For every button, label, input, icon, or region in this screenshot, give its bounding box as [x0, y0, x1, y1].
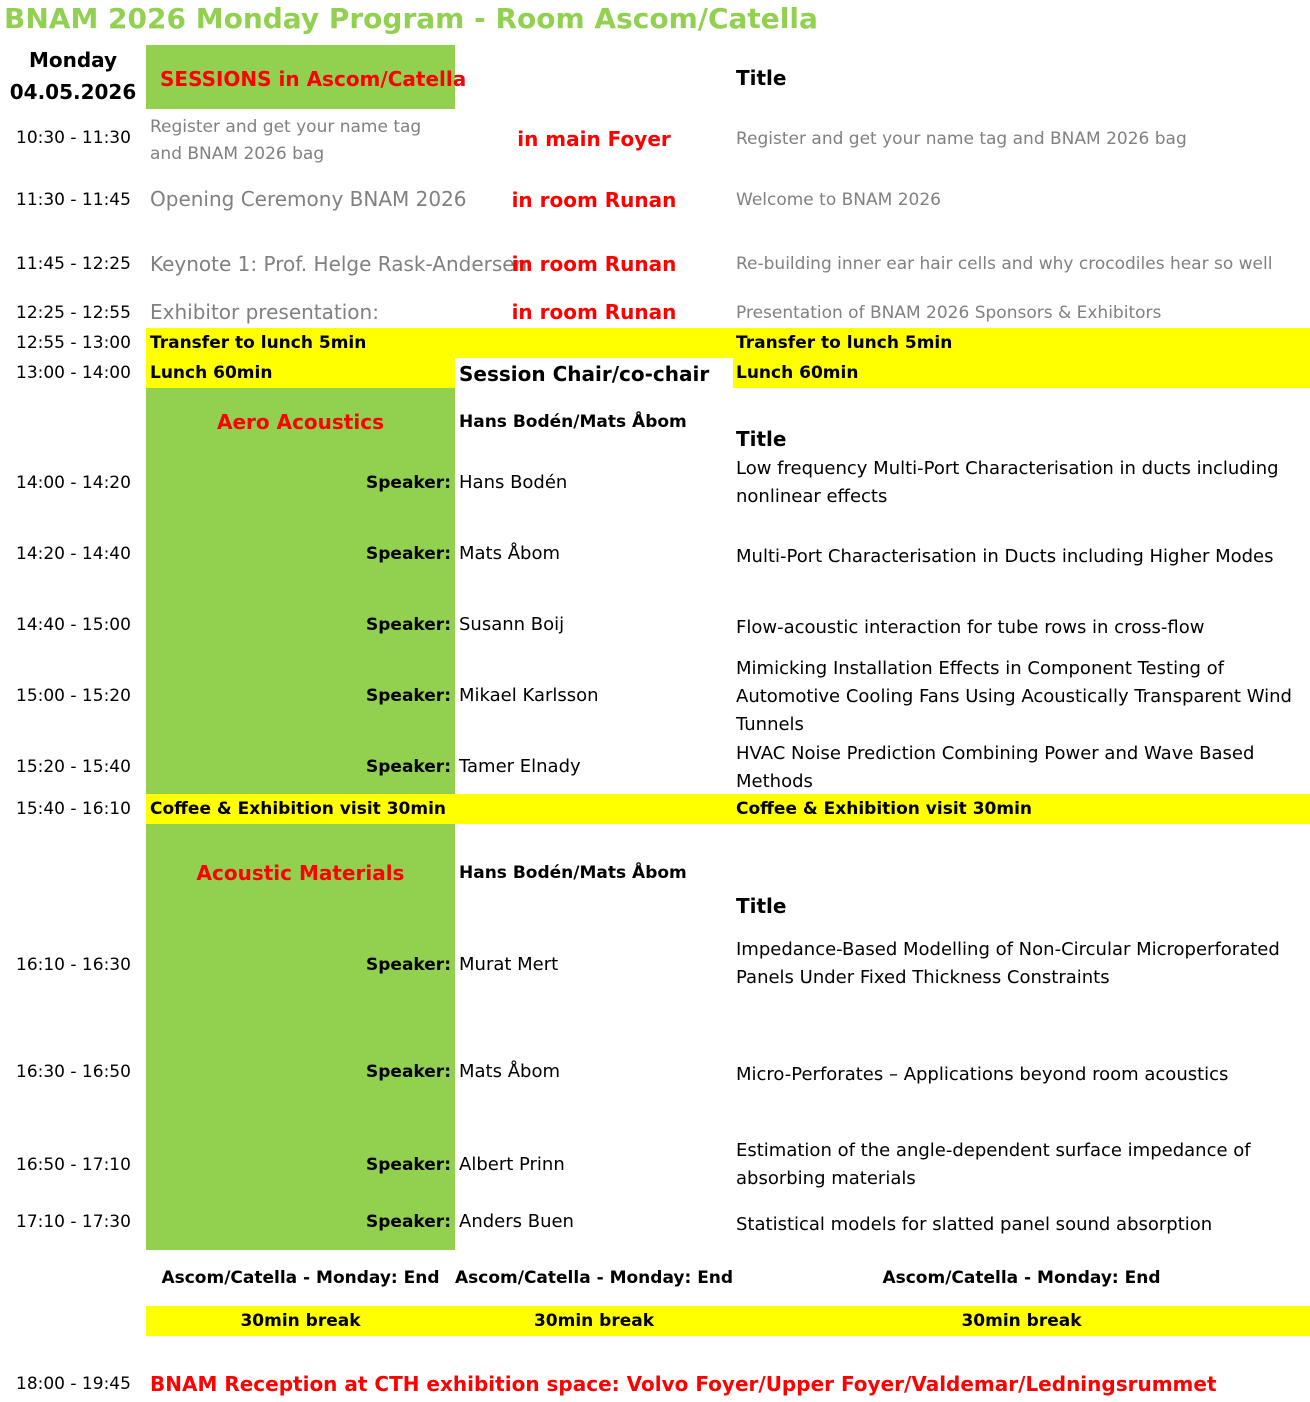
session1-column	[146, 388, 455, 794]
speaker-name: Anders Buen	[459, 1211, 574, 1232]
speaker-name: Tamer Elnady	[459, 756, 581, 777]
speaker-name: Mats Åbom	[459, 1061, 561, 1082]
reception-label: BNAM Reception at CTH exhibition space: Volvo Foyer/Upper Foyer/Valdemar/Ledningsrummet	[150, 1372, 1217, 1396]
speaker-label: Speaker:	[366, 1155, 451, 1175]
end-label-col3: Ascom/Catella - Monday: End	[882, 1268, 1161, 1288]
lunch-label-left: Lunch 60min	[150, 363, 273, 383]
lunch-label-right: Lunch 60min	[736, 363, 859, 383]
speaker-label: Speaker:	[366, 686, 451, 706]
title-registration: Register and get your name tag and BNAM 2026 bag	[736, 129, 1187, 149]
time-s1-talk4: 15:00 - 15:20	[16, 686, 131, 706]
talk-title: Multi-Port Characterisation in Ducts including Higher Modes	[736, 546, 1274, 567]
session2-column	[146, 824, 455, 1250]
event-exhibitor: Exhibitor presentation:	[150, 300, 379, 324]
time-opening-2: 11:30 - 11:45	[16, 190, 131, 210]
talk-title: Impedance-Based Modelling of Non-Circular Microperforated Panels Under Fixed Thickness Constraints	[736, 939, 1280, 988]
time-lunch: 13:00 - 14:00	[16, 363, 131, 383]
session1-chair: Hans Bodén/Mats Åbom	[459, 412, 687, 432]
event-keynote: Keynote 1: Prof. Helge Rask-Andersen	[150, 252, 528, 276]
end-label-col2: Ascom/Catella - Monday: End	[455, 1268, 734, 1288]
time-s2-talk1: 16:10 - 16:30	[16, 955, 131, 975]
transfer-label-right: Transfer to lunch 5min	[736, 333, 953, 353]
session2-chair: Hans Bodén/Mats Åbom	[459, 863, 687, 883]
location-runan-1: in room Runan	[511, 188, 677, 212]
title-column-header: Title	[736, 66, 787, 90]
day-name: Monday	[28, 48, 118, 72]
time-s2-talk3: 16:50 - 17:10	[16, 1155, 131, 1175]
talk-title: Micro-Perforates – Applications beyond room acoustics	[736, 1064, 1229, 1085]
session2-title-header: Title	[736, 894, 787, 918]
break-label-col3: 30min break	[961, 1311, 1082, 1331]
sessions-label: SESSIONS in Ascom/Catella	[160, 67, 467, 91]
title-keynote: Re-building inner ear hair cells and why crocodiles hear so well	[736, 254, 1273, 274]
speaker-label: Speaker:	[366, 955, 451, 975]
time-s1-talk5: 15:20 - 15:40	[16, 757, 131, 777]
time-opening-1: 10:30 - 11:30	[16, 128, 131, 148]
speaker-name: Mikael Karlsson	[459, 685, 599, 706]
time-coffee: 15:40 - 16:10	[16, 799, 131, 819]
break-label-col2: 30min break	[533, 1311, 655, 1331]
talk-title: HVAC Noise Prediction Combining Power and Wave Based Methods	[736, 743, 1255, 792]
location-runan-2: in room Runan	[511, 252, 677, 276]
time-s2-talk2: 16:30 - 16:50	[16, 1062, 131, 1082]
time-opening-4: 12:25 - 12:55	[16, 303, 131, 323]
coffee-label-left: Coffee & Exhibition visit 30min	[150, 799, 447, 819]
title-exhibitor: Presentation of BNAM 2026 Sponsors & Exhibitors	[736, 303, 1162, 323]
speaker-name: Hans Bodén	[459, 472, 568, 493]
speaker-name: Albert Prinn	[459, 1154, 565, 1175]
speaker-label: Speaker:	[366, 544, 451, 564]
session1-name: Aero Acoustics	[216, 410, 384, 434]
page-title: BNAM 2026 Monday Program - Room Ascom/Catella	[4, 2, 818, 35]
title-welcome: Welcome to BNAM 2026	[736, 190, 941, 210]
location-main-foyer: in main Foyer	[517, 127, 671, 151]
break-label-col1: 30min break	[240, 1311, 361, 1331]
session-chair-header: Session Chair/co-chair	[459, 362, 710, 386]
coffee-label-right: Coffee & Exhibition visit 30min	[736, 799, 1033, 819]
event-registration: Register and get your name tag and BNAM 2026 bag	[150, 117, 422, 164]
speaker-label: Speaker:	[366, 1212, 451, 1232]
day-date: 04.05.2026	[9, 80, 137, 104]
time-s1-talk2: 14:20 - 14:40	[16, 544, 131, 564]
time-transfer: 12:55 - 13:00	[16, 333, 131, 353]
time-s1-talk1: 14:00 - 14:20	[16, 473, 131, 493]
talk-title: Statistical models for slatted panel sound absorption	[736, 1214, 1213, 1235]
speaker-label: Speaker:	[366, 1062, 451, 1082]
transfer-label-left: Transfer to lunch 5min	[150, 333, 367, 353]
talk-title: Estimation of the angle-dependent surface impedance of absorbing materials	[736, 1140, 1251, 1189]
speaker-label: Speaker:	[366, 757, 451, 777]
time-reception: 18:00 - 19:45	[16, 1374, 131, 1394]
talk-title: Mimicking Installation Effects in Component Testing of Automotive Cooling Fans Using Acoustically Transparent Wind Tunnels	[736, 658, 1292, 735]
speaker-name: Murat Mert	[459, 954, 559, 975]
speaker-label: Speaker:	[366, 615, 451, 635]
location-runan-3: in room Runan	[511, 300, 677, 324]
speaker-label: Speaker:	[366, 473, 451, 493]
talk-title: Flow-acoustic interaction for tube rows in cross-flow	[736, 617, 1205, 638]
talk-title: Low frequency Multi-Port Characterisation in ducts including nonlinear effects	[736, 458, 1279, 507]
time-s2-talk4: 17:10 - 17:30	[16, 1212, 131, 1232]
time-s1-talk3: 14:40 - 15:00	[16, 615, 131, 635]
speaker-name: Susann Boij	[459, 614, 565, 635]
time-opening-3: 11:45 - 12:25	[16, 254, 131, 274]
speaker-name: Mats Åbom	[459, 543, 561, 564]
session1-title-header: Title	[736, 427, 787, 451]
event-opening-ceremony: Opening Ceremony BNAM 2026	[150, 187, 467, 211]
end-label-col1: Ascom/Catella - Monday: End	[161, 1268, 440, 1288]
session2-name: Acoustic Materials	[196, 861, 405, 885]
